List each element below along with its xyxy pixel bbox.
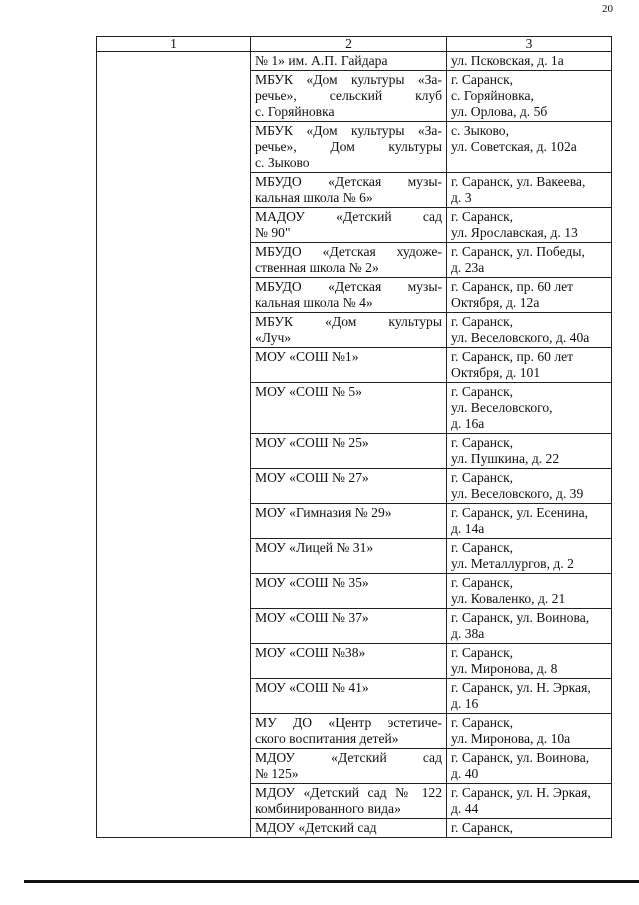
table-row bbox=[97, 469, 612, 504]
table-row bbox=[97, 243, 612, 278]
institution-name-cell bbox=[251, 539, 447, 574]
address-cell bbox=[447, 173, 612, 208]
column-1-cell bbox=[97, 679, 251, 714]
address-cell bbox=[447, 434, 612, 469]
address-line: г. Саранск, ул. Н. Эркая, bbox=[451, 680, 591, 695]
institution-name-cell bbox=[251, 348, 447, 383]
address-cell bbox=[447, 819, 612, 838]
institution-name-cell bbox=[251, 714, 447, 749]
institution-name-cell bbox=[251, 504, 447, 539]
institution-name-line: комбинированного вида» bbox=[255, 801, 401, 816]
address-cell bbox=[447, 71, 612, 122]
address-line: г. Саранск, bbox=[451, 540, 514, 555]
table-row bbox=[97, 679, 612, 714]
address-line: д. 40 bbox=[451, 766, 479, 781]
column-1-cell bbox=[97, 278, 251, 313]
institution-name-line: МБУК «Дом культуры «За- bbox=[255, 72, 442, 87]
address-line: с. Горяйновка, bbox=[451, 88, 534, 103]
table-row bbox=[97, 504, 612, 539]
column-1-cell bbox=[97, 784, 251, 819]
address-line: ул. Коваленко, д. 21 bbox=[451, 591, 566, 606]
institution-name-line: с. Горяйновка bbox=[255, 104, 335, 119]
institution-name-cell bbox=[251, 383, 447, 434]
institution-name-line: с. Зыково bbox=[255, 155, 310, 170]
table-header-row bbox=[97, 37, 612, 52]
table-body bbox=[97, 37, 612, 838]
table-row bbox=[97, 609, 612, 644]
column-1-cell bbox=[97, 434, 251, 469]
address-line: г. Саранск, пр. 60 лет bbox=[451, 279, 574, 294]
address-line: г. Саранск, bbox=[451, 645, 514, 660]
institution-name-line: МБУДО «Детская музы- bbox=[255, 279, 442, 294]
address-line: ул. Советская, д. 102а bbox=[451, 139, 577, 154]
table-row bbox=[97, 819, 612, 838]
column-1-cell bbox=[97, 52, 251, 71]
address-cell bbox=[447, 313, 612, 348]
institution-name-cell bbox=[251, 469, 447, 504]
address-line: д. 38а bbox=[451, 626, 485, 641]
institution-name-line: МОУ «СОШ № 5» bbox=[255, 384, 362, 399]
column-1-cell bbox=[97, 749, 251, 784]
address-line: с. Зыково, bbox=[451, 123, 510, 138]
institution-name-line: МОУ «СОШ № 37» bbox=[255, 610, 369, 625]
column-header-2: 2 bbox=[251, 37, 447, 52]
institution-name-line: ского воспитания детей» bbox=[255, 731, 399, 746]
address-line: г. Саранск, bbox=[451, 435, 514, 450]
bottom-border-line bbox=[24, 880, 639, 883]
address-line: г. Саранск, пр. 60 лет bbox=[451, 349, 574, 364]
column-1-cell bbox=[97, 504, 251, 539]
institution-name-cell bbox=[251, 644, 447, 679]
table-row bbox=[97, 714, 612, 749]
institution-name-line: МОУ «СОШ № 35» bbox=[255, 575, 369, 590]
institution-name-line: МОУ «СОШ №1» bbox=[255, 349, 359, 364]
table-row bbox=[97, 644, 612, 679]
institution-name-cell bbox=[251, 749, 447, 784]
institution-name-cell bbox=[251, 784, 447, 819]
institution-name-line: МБУК «Дом культуры bbox=[255, 314, 442, 329]
institution-name-cell bbox=[251, 609, 447, 644]
address-line: г. Саранск, bbox=[451, 715, 514, 730]
address-line: г. Саранск, bbox=[451, 575, 514, 590]
address-line: г. Саранск, bbox=[451, 314, 514, 329]
institution-name-cell bbox=[251, 173, 447, 208]
address-line: ул. Веселовского, д. 39 bbox=[451, 486, 584, 501]
address-cell bbox=[447, 784, 612, 819]
address-line: д. 44 bbox=[451, 801, 479, 816]
address-cell bbox=[447, 714, 612, 749]
table-row bbox=[97, 383, 612, 434]
table-row bbox=[97, 208, 612, 243]
address-line: г. Саранск, ул. Победы, bbox=[451, 244, 585, 259]
table-row bbox=[97, 784, 612, 819]
address-cell bbox=[447, 574, 612, 609]
column-1-cell bbox=[97, 819, 251, 838]
address-line: Октября, д. 12а bbox=[451, 295, 540, 310]
address-cell bbox=[447, 609, 612, 644]
column-1-cell bbox=[97, 609, 251, 644]
table-row bbox=[97, 348, 612, 383]
institution-name-line: МДОУ «Детский сад bbox=[255, 750, 442, 765]
table-row bbox=[97, 71, 612, 122]
address-cell bbox=[447, 208, 612, 243]
table-row bbox=[97, 749, 612, 784]
address-line: ул. Миронова, д. 10а bbox=[451, 731, 571, 746]
address-line: г. Саранск, ул. Н. Эркая, bbox=[451, 785, 591, 800]
institution-name-cell bbox=[251, 574, 447, 609]
institution-name-line: кальная школа № 4» bbox=[255, 295, 373, 310]
address-line: ул. Орлова, д. 5б bbox=[451, 104, 548, 119]
column-1-cell bbox=[97, 539, 251, 574]
column-header-3: 3 bbox=[447, 37, 612, 52]
address-cell bbox=[447, 383, 612, 434]
column-1-cell bbox=[97, 644, 251, 679]
address-line: ул. Металлургов, д. 2 bbox=[451, 556, 574, 571]
address-line: г. Саранск, ул. Воинова, bbox=[451, 750, 590, 765]
institution-name-line: «Луч» bbox=[255, 330, 292, 345]
address-cell bbox=[447, 278, 612, 313]
address-line: ул. Псковская, д. 1а bbox=[451, 53, 564, 68]
institution-name-line: МОУ «СОШ № 41» bbox=[255, 680, 369, 695]
institution-name-cell bbox=[251, 52, 447, 71]
institution-name-line: МБУДО «Детская музы- bbox=[255, 174, 442, 189]
table-row bbox=[97, 574, 612, 609]
column-1-cell bbox=[97, 71, 251, 122]
institution-name-line: МОУ «СОШ № 27» bbox=[255, 470, 369, 485]
column-1-cell bbox=[97, 243, 251, 278]
institution-name-line: № 125» bbox=[255, 766, 299, 781]
address-line: ул. Веселовского, bbox=[451, 400, 553, 415]
table-row bbox=[97, 434, 612, 469]
address-cell bbox=[447, 749, 612, 784]
address-cell bbox=[447, 644, 612, 679]
institution-name-line: МАДОУ «Детский сад bbox=[255, 209, 442, 224]
address-cell bbox=[447, 348, 612, 383]
institution-name-line: МОУ «СОШ № 25» bbox=[255, 435, 369, 450]
address-line: ул. Пушкина, д. 22 bbox=[451, 451, 560, 466]
table-row bbox=[97, 52, 612, 71]
address-line: г. Саранск, ул. Воинова, bbox=[451, 610, 590, 625]
table-row bbox=[97, 278, 612, 313]
address-line: Октября, д. 101 bbox=[451, 365, 541, 380]
table-row bbox=[97, 173, 612, 208]
table-row bbox=[97, 539, 612, 574]
page-number: 20 bbox=[602, 3, 613, 15]
institution-name-cell bbox=[251, 208, 447, 243]
address-line: г. Саранск, bbox=[451, 470, 514, 485]
institution-name-cell bbox=[251, 434, 447, 469]
address-line: г. Саранск, ул. Есенина, bbox=[451, 505, 589, 520]
address-line: г. Саранск, bbox=[451, 820, 514, 835]
institutions-table bbox=[96, 36, 612, 838]
address-line: г. Саранск, bbox=[451, 384, 514, 399]
address-cell bbox=[447, 539, 612, 574]
institution-name-cell bbox=[251, 819, 447, 838]
institution-name-cell bbox=[251, 122, 447, 173]
column-1-cell bbox=[97, 714, 251, 749]
institution-name-line: МОУ «Лицей № 31» bbox=[255, 540, 374, 555]
institution-name-line: № 1» им. А.П. Гайдара bbox=[255, 53, 388, 68]
institution-name-line: МБУК «Дом культуры «За- bbox=[255, 123, 442, 138]
column-1-cell bbox=[97, 469, 251, 504]
address-line: г. Саранск, bbox=[451, 72, 514, 87]
column-1-cell bbox=[97, 122, 251, 173]
institution-name-cell bbox=[251, 679, 447, 714]
address-line: ул. Миронова, д. 8 bbox=[451, 661, 558, 676]
column-header-1: 1 bbox=[97, 37, 251, 52]
institution-name-cell bbox=[251, 278, 447, 313]
institution-name-line: МДОУ «Детский сад bbox=[255, 820, 377, 835]
address-line: ул. Веселовского, д. 40а bbox=[451, 330, 590, 345]
column-1-cell bbox=[97, 208, 251, 243]
address-cell bbox=[447, 504, 612, 539]
institution-name-line: МУ ДО «Центр эстетиче- bbox=[255, 715, 442, 730]
address-line: г. Саранск, ул. Вакеева, bbox=[451, 174, 586, 189]
column-1-cell bbox=[97, 383, 251, 434]
column-1-cell bbox=[97, 348, 251, 383]
institution-name-line: МБУДО «Детская художе- bbox=[255, 244, 442, 259]
address-line: г. Саранск, bbox=[451, 209, 514, 224]
institution-name-line: № 90" bbox=[255, 225, 291, 240]
address-cell bbox=[447, 52, 612, 71]
column-1-cell bbox=[97, 574, 251, 609]
column-1-cell bbox=[97, 313, 251, 348]
address-cell bbox=[447, 243, 612, 278]
address-line: д. 16 bbox=[451, 696, 479, 711]
institution-name-line: речье», сельский клуб bbox=[255, 88, 442, 103]
address-cell bbox=[447, 469, 612, 504]
institution-name-line: МОУ «Гимназия № 29» bbox=[255, 505, 392, 520]
address-line: д. 3 bbox=[451, 190, 472, 205]
address-line: ул. Ярославская, д. 13 bbox=[451, 225, 578, 240]
address-line: д. 16а bbox=[451, 416, 485, 431]
address-line: д. 14а bbox=[451, 521, 485, 536]
institution-name-cell bbox=[251, 243, 447, 278]
institution-name-line: речье», Дом культуры bbox=[255, 139, 442, 154]
address-line: д. 23а bbox=[451, 260, 485, 275]
institution-name-line: ственная школа № 2» bbox=[255, 260, 379, 275]
column-1-cell bbox=[97, 173, 251, 208]
institution-name-cell bbox=[251, 313, 447, 348]
address-cell bbox=[447, 679, 612, 714]
institution-name-line: МОУ «СОШ №38» bbox=[255, 645, 366, 660]
institution-name-line: МДОУ «Детский сад № 122 bbox=[255, 785, 442, 800]
institution-name-cell bbox=[251, 71, 447, 122]
address-cell bbox=[447, 122, 612, 173]
table-row bbox=[97, 122, 612, 173]
table-row bbox=[97, 313, 612, 348]
institution-name-line: кальная школа № 6» bbox=[255, 190, 373, 205]
